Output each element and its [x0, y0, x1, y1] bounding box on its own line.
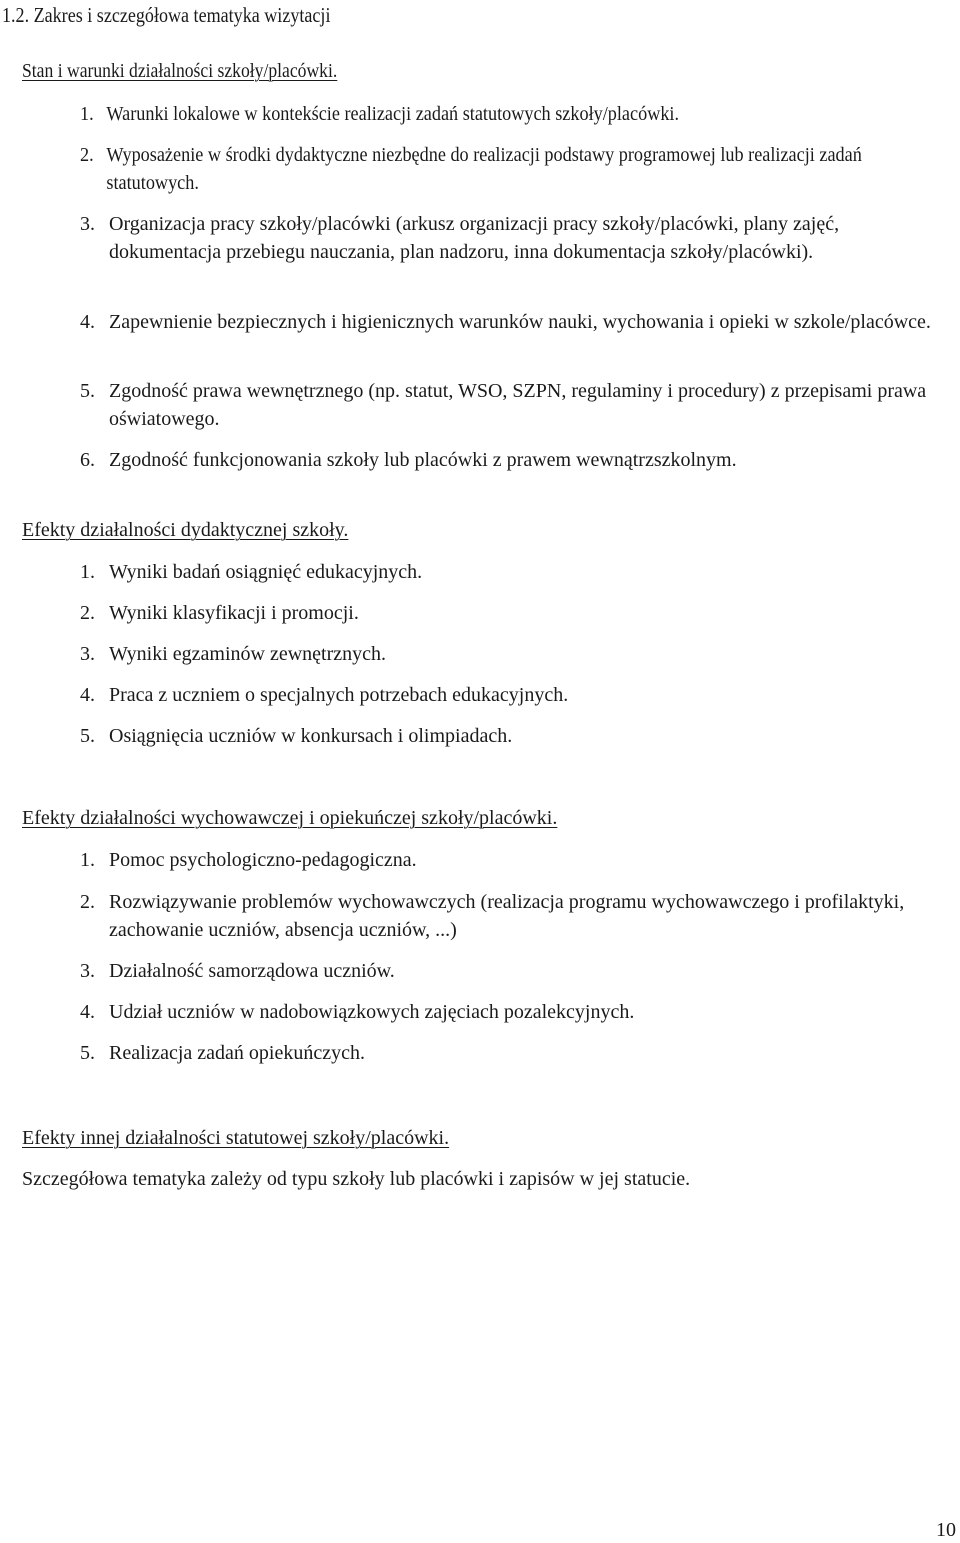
list-item	[80, 957, 940, 985]
section-title-efekty-wychowawcze: Efekty działalności wychowawczej i opiekuńczej szkoły/placówki.	[22, 807, 558, 829]
page-number: 10	[936, 1519, 956, 1541]
list-item	[80, 998, 940, 1026]
list-item-number: 5.	[80, 725, 95, 747]
list-item	[80, 1039, 940, 1067]
list-item-text: Praca z uczniem o specjalnych potrzebach edukacyjnych.	[109, 684, 569, 706]
list-item-number: 3.	[80, 960, 95, 982]
list-item-text: Wyniki klasyfikacji i promocji.	[109, 602, 359, 624]
list-item-number: 1.	[80, 849, 95, 871]
list-item-text: Wyniki egzaminów zewnętrznych.	[109, 643, 387, 665]
section-title-stan-i-warunki: Stan i warunki działalności szkoły/placówki.	[22, 60, 338, 82]
list-item	[80, 640, 940, 668]
list-item	[80, 846, 940, 874]
page-heading: 1.2. Zakres i szczegółowa tematyka wizytacji	[2, 3, 331, 27]
list-item-text: Osiągnięcia uczniów w konkursach i olimpiadach.	[109, 725, 513, 747]
list-item	[80, 888, 940, 944]
list-item-text: Organizacja pracy szkoły/placówki (arkusz organizacji pracy szkoły/placówki, plany zajęć, dokumentacja przebiegu nauczania, plan nadzoru, inna dokumentacja szkoły/placówki).	[109, 213, 840, 263]
list-item-text: Wyniki badań osiągnięć edukacyjnych.	[109, 561, 423, 583]
list-item	[80, 599, 940, 627]
list-item-number: 2.	[80, 144, 94, 166]
list-item-number: 1.	[80, 103, 94, 125]
list-item-text: Zgodność prawa wewnętrznego (np. statut, WSO, SZPN, regulaminy i procedury) z przepisami prawa oświatowego.	[109, 380, 927, 430]
list-item-number: 5.	[80, 1042, 95, 1064]
list-item-number: 6.	[80, 449, 95, 471]
list-item	[80, 558, 940, 586]
list-item-number: 5.	[80, 380, 95, 402]
list-item-number: 2.	[80, 891, 95, 913]
list-item-text: Zapewnienie bezpiecznych i higienicznych warunków nauki, wychowania i opieki w szkole/placówce.	[109, 311, 931, 333]
list-item	[80, 308, 940, 336]
list-item	[80, 446, 940, 474]
list-item	[80, 722, 940, 750]
list-item	[80, 141, 940, 197]
list-item-number: 4.	[80, 311, 95, 333]
section-title-efekty-dydaktyczne: Efekty działalności dydaktycznej szkoły.	[22, 519, 349, 541]
list-item-text: Wyposażenie w środki dydaktyczne niezbędne do realizacji podstawy programowej lub realizacji zadań statutowych.	[106, 144, 862, 194]
list-item-number: 3.	[80, 213, 95, 235]
list-item	[80, 377, 940, 433]
list-item-number: 1.	[80, 561, 95, 583]
list-item-text: Realizacja zadań opiekuńczych.	[109, 1042, 365, 1064]
list-item-text: Pomoc psychologiczno-pedagogiczna.	[109, 849, 417, 871]
list-item	[80, 681, 940, 709]
section-title-efekty-innej: Efekty innej działalności statutowej szkoły/placówki.	[22, 1127, 450, 1149]
list-item-number: 4.	[80, 684, 95, 706]
list-item-text: Zgodność funkcjonowania szkoły lub placówki z prawem wewnątrzszkolnym.	[109, 449, 737, 471]
section-paragraph: Szczegółowa tematyka zależy od typu szkoły lub placówki i zapisów w jej statucie.	[22, 1168, 691, 1190]
list-item-text: Rozwiązywanie problemów wychowawczych (realizacja programu wychowawczego i profilaktyki, zachowanie uczniów, absencja uczniów, ...)	[109, 891, 905, 941]
list-item-number: 3.	[80, 643, 95, 665]
list-item-text: Warunki lokalowe w kontekście realizacji zadań statutowych szkoły/placówki.	[106, 103, 680, 125]
list-item	[80, 210, 940, 266]
list-item-number: 4.	[80, 1001, 95, 1023]
list-item-text: Działalność samorządowa uczniów.	[109, 960, 395, 982]
list-item-number: 2.	[80, 602, 95, 624]
list-item	[80, 100, 940, 128]
list-item-text: Udział uczniów w nadobowiązkowych zajęciach pozalekcyjnych.	[109, 1001, 635, 1023]
